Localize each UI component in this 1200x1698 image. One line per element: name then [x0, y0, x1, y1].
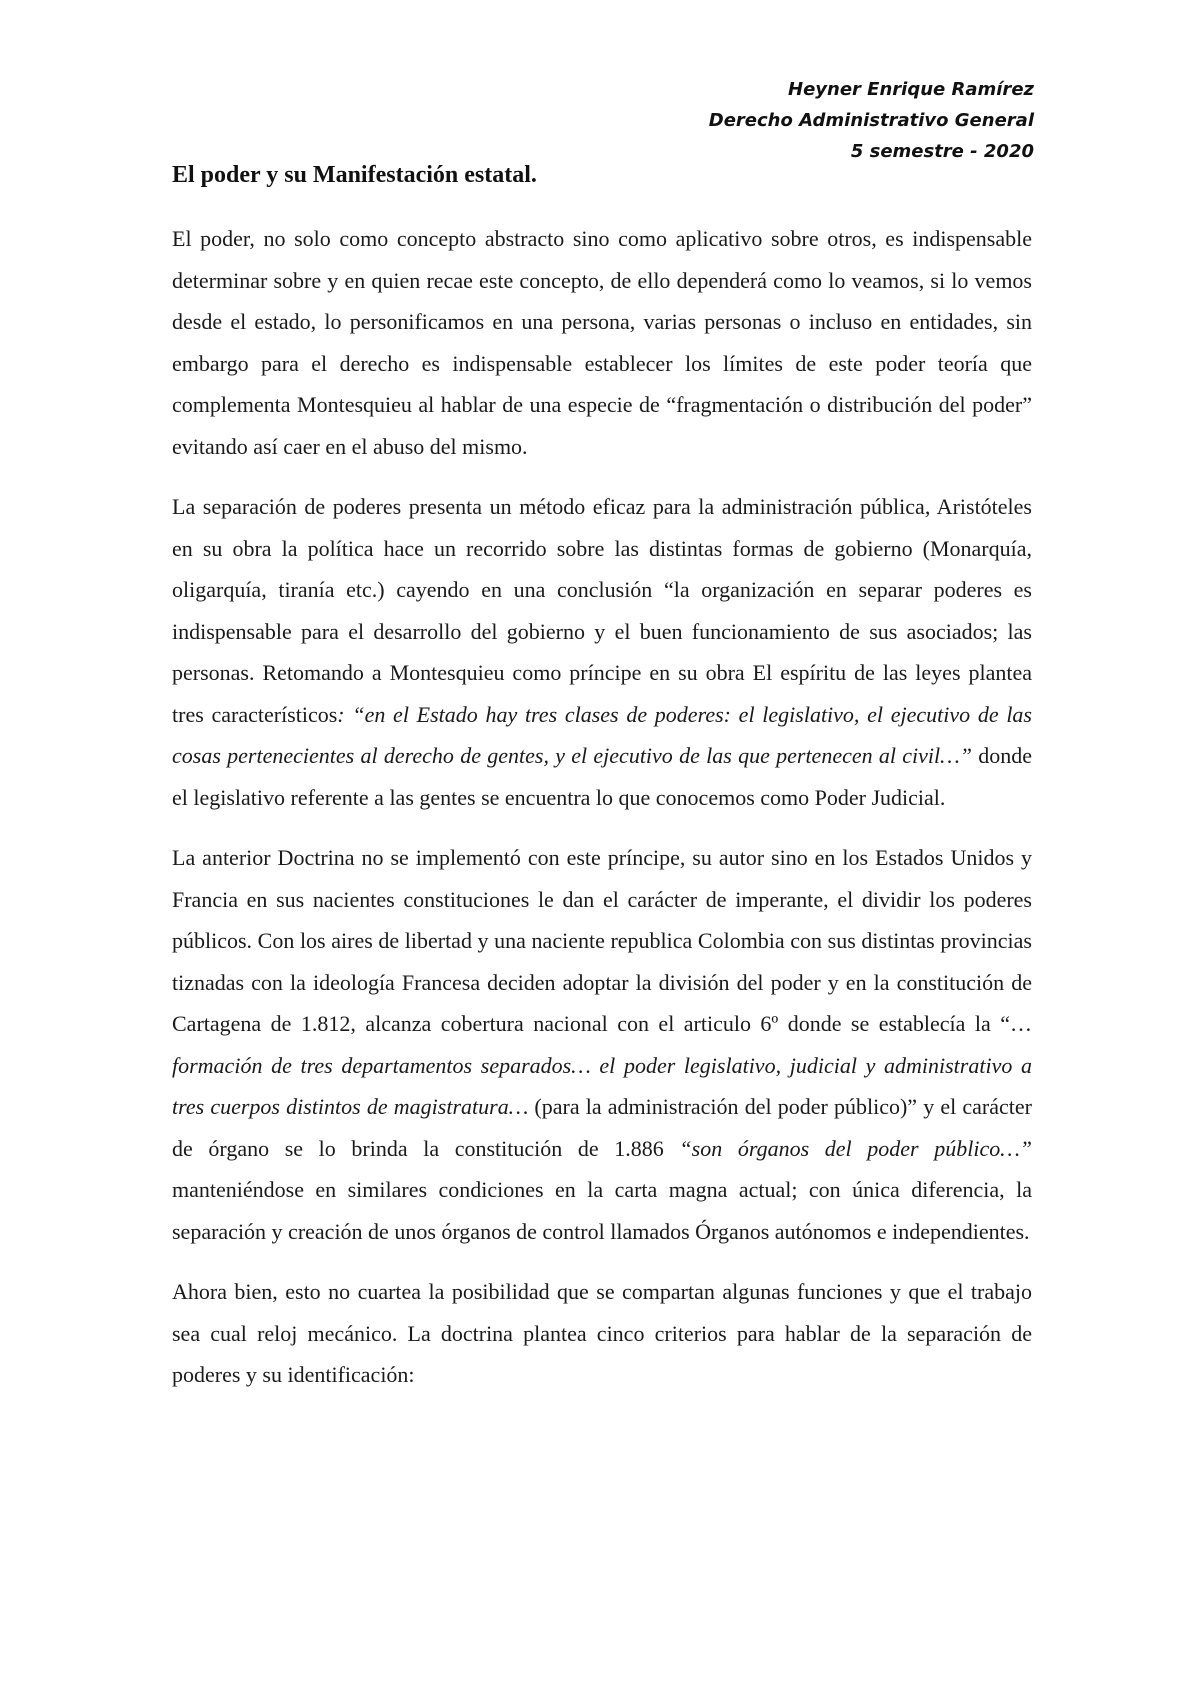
paragraph-3-quote-2: “son órganos del poder público…” [679, 1135, 1032, 1161]
author-name: Heyner Enrique Ramírez [788, 79, 1034, 100]
paragraph-3-text: La anterior Doctrina no se implementó con este príncipe, su autor sino en los Estados Unidos y Francia en sus nacientes constituciones le dan el carácter de imperante, el dividir los poderes públicos. Con los aires de libertad y una naciente republica Colombia con sus distintas provincias tiznadas con la ideología Francesa deciden adoptar la división del poder y en la constitución de Cartagena de 1.812, alcanza cobertura nacional con el articulo 6º donde se establecía la “… [172, 845, 1032, 1036]
document-header [709, 74, 1034, 167]
document-title: El poder y su Manifestación estatal. [172, 162, 537, 188]
paragraph-3 [172, 837, 1032, 1252]
paragraph-2-text: La separación de poderes presenta un método eficaz para la administración pública, Aristóteles en su obra la política hace un recorrido sobre las distintas formas de gobierno (Monarquía, oligarquía, tiranía etc.) cayendo en una conclusión “la organización en separar poderes es indispensable para el desarrollo del gobierno y el buen funcionamiento de sus asociados; las personas. Retomando a Montesquieu como príncipe en su obra El espíritu de las leyes plantea tres característicos [172, 494, 1032, 727]
paragraph-2 [172, 486, 1032, 818]
paragraph-3-text-end: manteniéndose en similares condiciones en la carta magna actual; con única diferencia, la separación y creación de unos órganos de control llamados Órganos autónomos e independientes. [172, 1177, 1032, 1244]
paragraph-1: El poder, no solo como concepto abstracto sino como aplicativo sobre otros, es indispensable determinar sobre y en quien recae este concepto, de ello dependerá como lo veamos, si lo vemos desde el estado, lo personificamos en una persona, varias personas o incluso en entidades, sin embargo para el derecho es indispensable establecer los límites de este poder teoría que complementa Montesquieu al hablar de una especie de “fragmentación o distribución del poder” evitando así caer en el abuso del mismo. [172, 226, 1032, 459]
course-name: Derecho Administrativo General [708, 110, 1034, 131]
document-body [172, 218, 1032, 1415]
semester-line: 5 semestre - 2020 [850, 141, 1034, 162]
paragraph-3-text-middle: (para la administración del poder público)” y el carácter de órgano se lo brinda la constitución de 1.886 [172, 1094, 1032, 1161]
paragraph-2-text-end: donde el legislativo referente a las gentes se encuentra lo que conocemos como Poder Judicial. [172, 743, 1032, 810]
paragraph-3-quote-1: formación de tres departamentos separados… el poder legislativo, judicial y administrativo a tres cuerpos distintos de magistratura… [172, 1052, 1032, 1119]
paragraph-4: Ahora bien, esto no cuartea la posibilidad que se compartan algunas funciones y que el trabajo sea cual reloj mecánico. La doctrina plantea cinco criterios para hablar de la separación de poderes y su identificación: [172, 1279, 1032, 1387]
paragraph-2-quote: : “en el Estado hay tres clases de poderes: el legislativo, el ejecutivo de las cosas pertenecientes al derecho de gentes, y el ejecutivo de las que pertenecen al civil…” [172, 701, 1032, 768]
